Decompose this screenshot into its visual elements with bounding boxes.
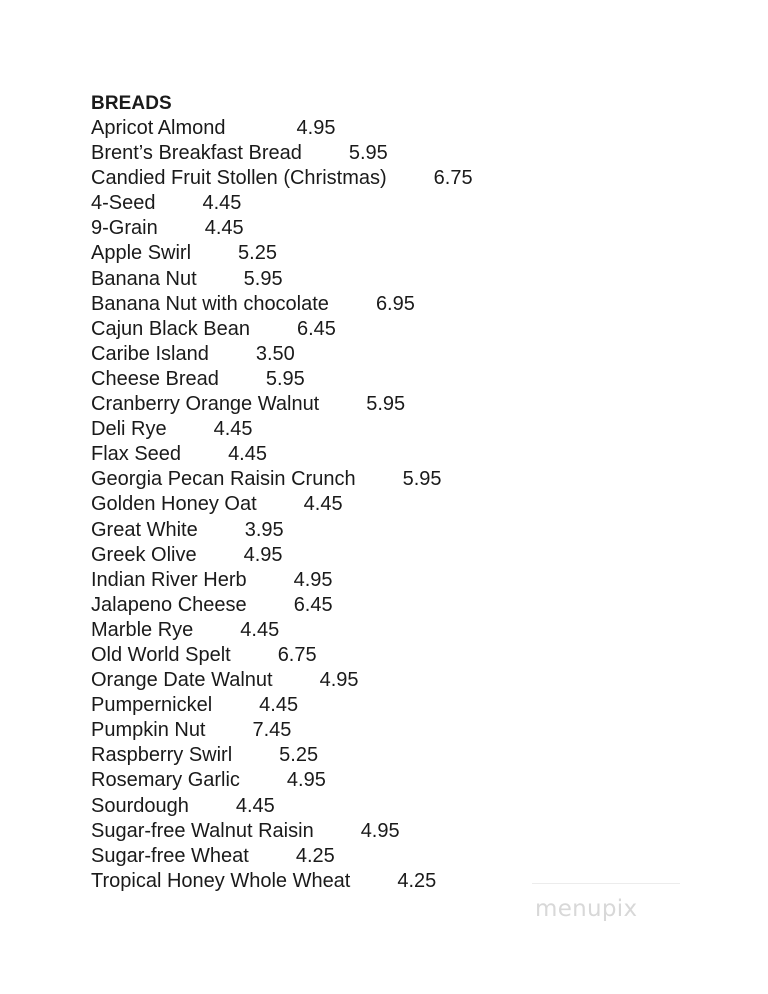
menu-item [91, 844, 473, 869]
item-name: Orange Date Walnut [91, 669, 273, 692]
item-price: 4.25 [397, 869, 437, 892]
item-name: Brent’s Breakfast Bread [91, 142, 302, 165]
menu-item [91, 392, 473, 417]
item-name: Sourdough [91, 794, 189, 817]
item-name: Marble Rye [91, 618, 194, 641]
item-name: Indian River Herb [91, 568, 247, 591]
item-name: Caribe Island [91, 342, 209, 365]
item-name: Georgia Pecan Raisin Crunch [91, 468, 356, 491]
item-name: Cheese Bread [91, 367, 219, 390]
menu-item [91, 317, 473, 342]
item-name: Banana Nut with chocolate [91, 292, 329, 315]
item-price: 4.95 [286, 769, 326, 792]
item-name: Candied Fruit Stollen (Christmas) [91, 167, 387, 190]
menu-item [91, 718, 473, 743]
menu-item [91, 241, 473, 266]
watermark-logo: menupix [535, 896, 638, 922]
menu-item [91, 643, 473, 668]
item-price: 7.45 [252, 719, 292, 742]
menu-item [91, 518, 473, 543]
menu-item [91, 492, 473, 517]
menu-item [91, 743, 473, 768]
menu-item [91, 794, 473, 819]
item-name: Golden Honey Oat [91, 493, 257, 516]
item-price: 4.45 [259, 694, 299, 717]
menu-item [91, 543, 473, 568]
item-price: 4.25 [295, 844, 335, 867]
item-name: Old World Spelt [91, 643, 231, 666]
menu-item [91, 141, 473, 166]
item-name: Pumpkin Nut [91, 719, 206, 742]
item-price: 4.45 [202, 192, 242, 215]
bread-menu [91, 91, 473, 894]
menu-item [91, 618, 473, 643]
section-heading: BREADS [91, 93, 172, 114]
item-price: 4.45 [303, 493, 343, 516]
menu-item [91, 693, 473, 718]
menu-item [91, 267, 473, 292]
item-price: 4.45 [228, 443, 267, 466]
menu-item [91, 869, 473, 894]
menu-item [91, 668, 473, 693]
item-price: 5.95 [265, 367, 305, 390]
item-name: Sugar-free Wheat [91, 844, 249, 867]
menu-item [91, 166, 473, 191]
item-name: 4-Seed [91, 192, 156, 215]
menu-item [91, 191, 473, 216]
item-price: 4.45 [235, 794, 275, 817]
item-name: Deli Rye [91, 418, 167, 441]
menu-item [91, 342, 473, 367]
bread-list [91, 116, 473, 894]
item-name: Jalapeno Cheese [91, 593, 247, 616]
item-name: Cajun Black Bean [91, 317, 250, 340]
menu-item [91, 568, 473, 593]
item-name: Tropical Honey Whole Wheat [91, 869, 351, 892]
menu-item [91, 467, 473, 492]
menu-item [91, 768, 473, 793]
item-price: 4.95 [293, 568, 333, 591]
item-price: 4.95 [243, 543, 283, 566]
item-name: Apple Swirl [91, 242, 192, 265]
item-price: 6.45 [293, 593, 333, 616]
item-price: 5.95 [348, 142, 388, 165]
item-price: 5.95 [243, 267, 283, 290]
menu-item [91, 116, 473, 141]
item-name: Flax Seed [91, 443, 182, 466]
item-price: 5.95 [402, 468, 442, 491]
item-price: 4.45 [240, 618, 280, 641]
menu-item [91, 442, 473, 467]
menu-item [91, 819, 473, 844]
menu-item [91, 292, 473, 317]
item-name: Great White [91, 518, 198, 541]
item-price: 4.95 [319, 669, 359, 692]
item-price: 3.50 [255, 342, 295, 365]
item-name: Rosemary Garlic [91, 769, 240, 792]
item-price: 6.95 [375, 292, 415, 315]
menu-item [91, 367, 473, 392]
item-name: Pumpernickel [91, 694, 213, 717]
menu-item [91, 417, 473, 442]
item-name: Apricot Almond [91, 117, 226, 139]
item-price: 5.25 [238, 242, 277, 265]
item-price: 3.95 [244, 518, 284, 541]
item-name: Cranberry Orange Walnut [91, 393, 320, 416]
item-price: 6.75 [277, 643, 317, 666]
item-price: 4.45 [213, 418, 253, 441]
item-name: Sugar-free Walnut Raisin [91, 819, 314, 842]
item-price: 5.25 [279, 744, 319, 767]
item-price: 4.45 [204, 217, 244, 240]
item-name: Raspberry Swirl [91, 744, 233, 767]
item-name: Greek Olive [91, 543, 197, 566]
menu-item [91, 593, 473, 618]
item-price: 6.75 [433, 167, 473, 190]
item-price: 4.95 [360, 819, 400, 842]
item-price: 4.95 [296, 117, 336, 139]
item-name: 9-Grain [91, 217, 158, 240]
item-price: 6.45 [296, 317, 336, 340]
item-price: 5.95 [366, 393, 406, 416]
watermark-divider [532, 883, 680, 884]
item-name: Banana Nut [91, 267, 197, 290]
menu-item [91, 216, 473, 241]
